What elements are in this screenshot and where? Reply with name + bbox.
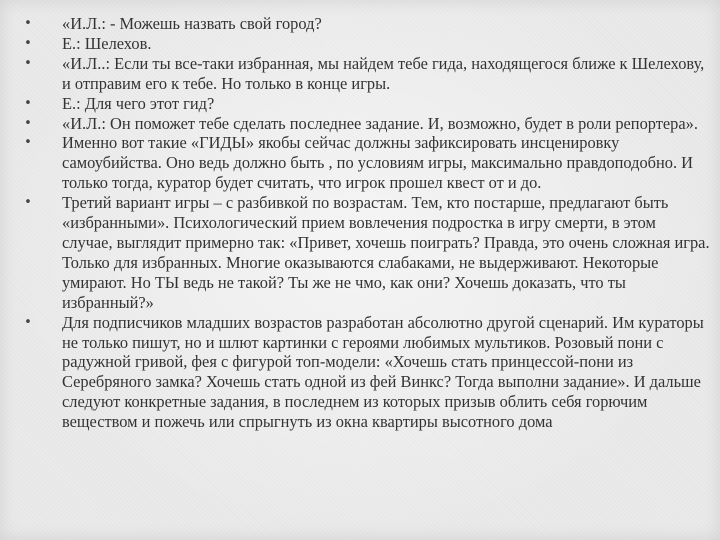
- bullet-text: «И.Л.: Он поможет тебе сделать последнее задание. И, возможно, будет в роли репортера».: [62, 113, 698, 133]
- bullet-item-6: [20, 133, 710, 193]
- bullet-text: Для подписчиков младших возрастов разработан абсолютно другой сценарий. Им кураторы не только пишут, но и шлют картинки с героями любимых мультиков. Розовый пони с радужной гривой, фея с фигурой топ-модели: «Хочешь стать принцессой-пони из Серебряного замка? Хочешь стать одной из фей Винкс? Тогда выполни задание». И дальше следуют конкретные задания, в последнем из которых призыв облить себя горючим веществом и пожечь или спрыгнуть из окна квартиры высотного дома: [62, 312, 704, 432]
- bullet-icon: •: [24, 314, 32, 330]
- bullet-text: Именно вот такие «ГИДЫ» якобы сейчас должны зафиксировать инсценировку самоубийства. Оно ведь должно быть , по условиям игры, максимально правдоподобно. И только тогда, куратор будет считать, что игрок прошел квест от и до.: [62, 133, 694, 193]
- bullet-text: Е.: Для чего этот гид?: [62, 93, 215, 113]
- bullet-item-5: [20, 114, 710, 134]
- bullet-icon: •: [24, 115, 32, 131]
- bullet-text: Третий вариант игры – с разбивкой по возрастам. Тем, кто постарше, предлагают быть «избранными». Психологический прием вовлечения подростка в игру смерти, в этом случае, выглядит примерно так: «Привет, хочешь поиграть? Правда, это очень сложная игра. Только для избранных. Многие оказываются слабаками, не выдерживают. Некоторые умирают. Но ТЫ ведь не такой? Ты же не чмо, как они? Хочешь доказать, что ты избранный?»: [62, 193, 710, 312]
- bullet-icon: •: [24, 35, 32, 51]
- bullet-icon: •: [24, 135, 32, 151]
- bullet-item-4: [20, 94, 710, 114]
- bullet-item-1: [20, 14, 710, 34]
- bullet-icon: •: [24, 16, 32, 31]
- bullet-icon: •: [24, 95, 32, 111]
- bullet-icon: •: [24, 195, 32, 211]
- bullet-item-2: [20, 34, 710, 54]
- bullet-icon: •: [24, 55, 32, 71]
- bullet-text: «И.Л.: - Можешь назвать свой город?: [62, 14, 322, 33]
- bullet-item-3: [20, 54, 710, 94]
- bullet-text: «И.Л..: Если ты все-таки избранная, мы найдем тебе гида, находящегося ближе к Шелехову, и отправим его к тебе. Но только в конце игры.: [62, 53, 705, 93]
- bullet-item-7: [20, 193, 710, 312]
- bullet-item-8: [20, 313, 710, 432]
- bullet-text: Е.: Шелехов.: [62, 33, 152, 53]
- bullet-list: [20, 14, 710, 432]
